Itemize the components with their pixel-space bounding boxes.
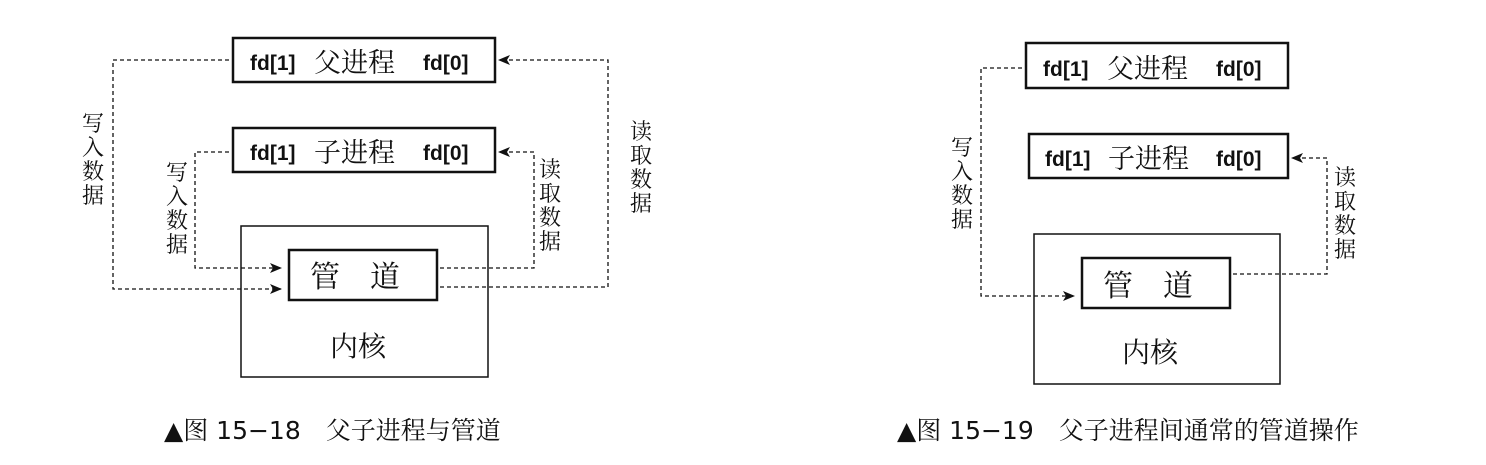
figure-15-19 [897,43,1359,445]
svg-text:读: 读 [539,158,562,183]
left-pipe-label: 管 道 [310,260,400,295]
svg-text:读: 读 [630,120,653,145]
right-write-label [951,136,973,233]
svg-text:据: 据 [951,208,974,233]
svg-text:据: 据 [539,230,562,255]
svg-text:读: 读 [1334,166,1357,191]
svg-text:取: 取 [630,144,653,169]
right-child-name: 子进程 [1108,144,1189,175]
left-parent-fd-read: fd[0] [423,52,469,75]
left-child-fd-read: fd[0] [423,142,469,165]
left-child-fd-write: fd[1] [250,142,296,165]
svg-text:数: 数 [82,160,105,185]
left-outer-read-label [630,120,652,217]
svg-text:据: 据 [1334,238,1357,263]
left-inner-write-label [166,161,188,258]
left-child-name: 子进程 [314,138,395,169]
svg-text:据: 据 [630,192,653,217]
svg-text:写: 写 [82,112,105,137]
figure-15-18 [82,38,652,445]
left-kernel-label: 内核 [330,330,387,363]
svg-text:取: 取 [539,182,562,207]
left-outer-write-arrow [113,60,281,289]
right-parent-fd-write: fd[1] [1043,58,1089,81]
right-parent-name: 父进程 [1107,54,1188,85]
right-parent-process-box [1026,43,1288,88]
svg-text:入: 入 [82,136,105,161]
svg-text:数: 数 [539,206,562,231]
svg-text:写: 写 [951,136,974,161]
right-child-fd-write: fd[1] [1045,148,1091,171]
right-parent-fd-read: fd[0] [1216,58,1262,81]
svg-text:据: 据 [82,184,105,209]
right-child-fd-read: fd[0] [1216,148,1262,171]
left-child-process-box [233,128,495,172]
left-parent-process-box [233,38,495,82]
left-caption: ▲图 15−18 父子进程与管道 [164,416,501,445]
svg-text:写: 写 [166,161,189,186]
svg-text:数: 数 [630,168,653,193]
svg-text:数: 数 [166,209,189,234]
left-parent-fd-write: fd[1] [250,52,296,75]
left-parent-name: 父进程 [314,48,395,79]
right-child-process-box [1029,134,1288,178]
svg-text:数: 数 [1334,214,1357,239]
left-inner-read-label [539,158,561,255]
svg-text:入: 入 [951,160,974,185]
right-kernel-label: 内核 [1122,336,1179,369]
right-read-label [1334,166,1356,263]
left-outer-write-label [82,112,104,209]
right-pipe-label: 管 道 [1103,269,1193,304]
svg-text:数: 数 [951,184,974,209]
right-write-arrow [981,68,1074,296]
svg-text:取: 取 [1334,190,1357,215]
right-caption: ▲图 15−19 父子进程间通常的管道操作 [897,416,1359,445]
svg-text:据: 据 [166,233,189,258]
left-outer-read-arrow [440,60,608,287]
svg-text:入: 入 [166,185,189,210]
